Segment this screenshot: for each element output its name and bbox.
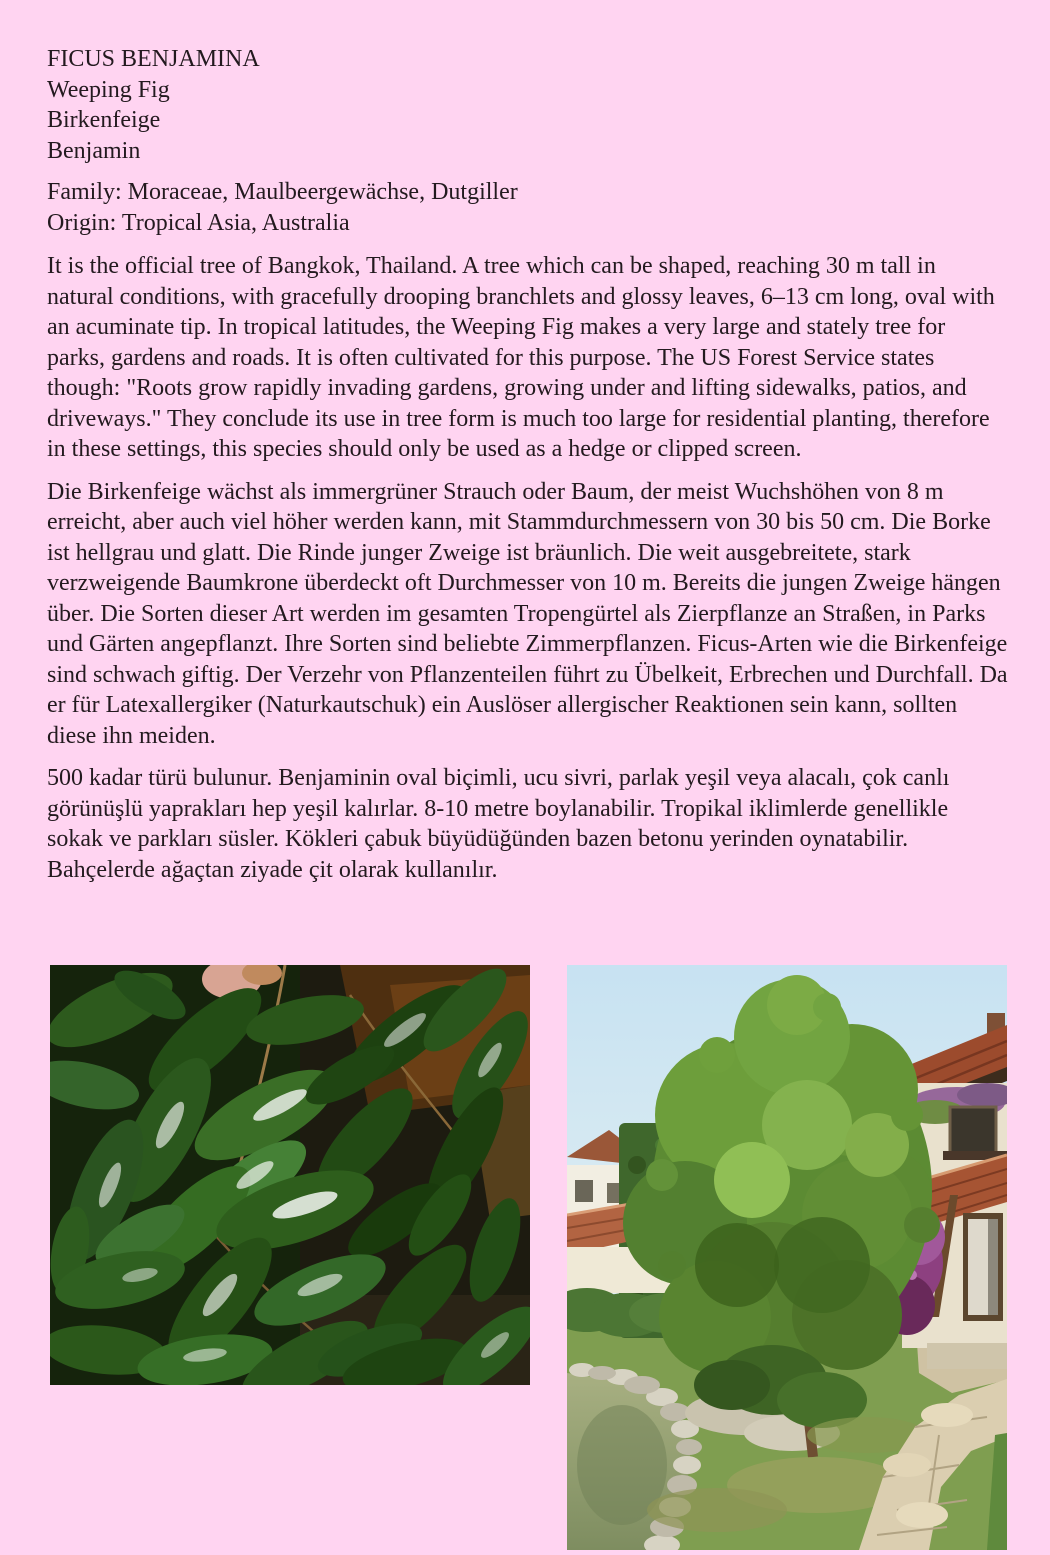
- paragraph-german: Die Birkenfeige wächst als immergrüner Strauch oder Baum, der meist Wuchshöhen von 8 m erreicht, aber auch viel höher werden kann, mit Stammdurchmessern von 30 bis 50 cm. Die Borke ist hellgrau und glatt. Die Rinde junger Zweige ist bräunlich. Die weit ausgebreitete, stark verzweigende Baumkrone überdeckt oft Durchmesser von 10 m. Bereits die jungen Zweige hängen über. Die Sorten dieser Art werden im gesamten Tropengürtel als Zierpflanze an Straßen, in Parks und Gärten angepflanzt. Ihre Sorten sind beliebte Zimmerpflanzen. Ficus-Arten wie die Birkenfeige sind schwach giftig. Der Verzehr von Pflanzenteilen führt zu Übelkeit, Erbrechen und Durchfall. Da er für Latexallergiker (Naturkautschuk) ein Auslöser allergischer Reaktionen sein kann, sollten diese ihn meiden.: [47, 478, 1008, 749]
- leaves-closeup-photo: [50, 965, 530, 1550]
- scientific-name: FICUS BENJAMINA: [47, 46, 260, 72]
- origin-line: Origin: Tropical Asia, Australia: [47, 209, 350, 236]
- leaves-photo-graphic: [50, 965, 530, 1385]
- tree-photo-graphic: [567, 965, 1007, 1550]
- info-block: [47, 177, 1008, 238]
- paragraph-turkish: 500 kadar türü bulunur. Benjaminin oval biçimli, ucu sivri, parlak yeşil veya alacalı, çok canlı görünüşlü yaprakları hep yeşil kalırlar. 8-10 metre boylanabilir. Tropikal iklimlerde genellikle sokak ve parkları süsler. Kökleri çabuk büyüdüğünden bazen betonu yerinden oynatabilir. Bahçelerde ağaçtan ziyade çit olarak kullanılır.: [47, 765, 950, 883]
- paragraph-english: It is the official tree of Bangkok, Thailand. A tree which can be shaped, reaching 30 m tall in natural conditions, with gracefully drooping branchlets and glossy leaves, 6–13 cm long, oval with an acuminate tip. In tropical latitudes, the Weeping Fig makes a very large and stately tree for parks, gardens and roads. It is often cultivated for this purpose. The US Forest Service states though: "Roots grow rapidly invading gardens, growing under and lifting sidewalks, patios, and driveways." They conclude its use in tree form is much too large for residential planting, therefore in these settings, this species should only be used as a hedge or clipped screen.: [47, 253, 995, 462]
- title-block: [47, 44, 1008, 166]
- common-name-turkish: Benjamin: [47, 137, 141, 164]
- tree-landscape-photo: [567, 965, 1007, 1550]
- common-name-english: Weeping Fig: [47, 76, 170, 103]
- family-line: Family: Moraceae, Maulbeergewächse, Dutgiller: [47, 179, 518, 205]
- photo-row: [50, 965, 1007, 1550]
- common-name-german: Birkenfeige: [47, 107, 161, 133]
